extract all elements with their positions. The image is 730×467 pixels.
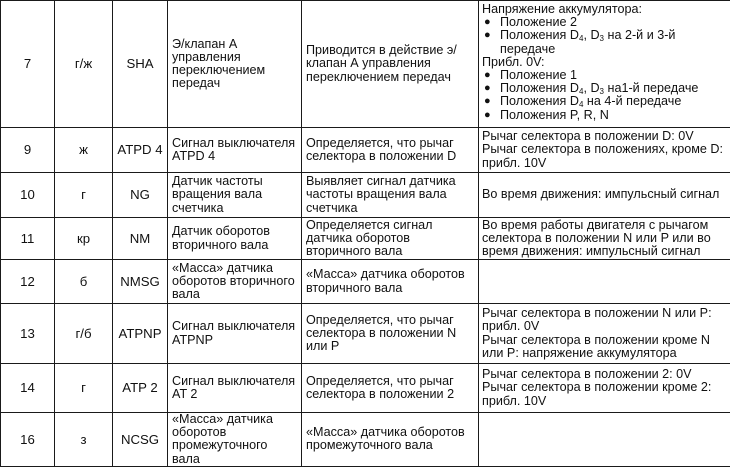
wire-color: ж [55,128,113,173]
signal-name: «Масса» датчика оборотов промежуточного вала [168,413,302,467]
signal-conditions [479,260,730,304]
terminal-number: 10 [1,173,55,218]
condition-item: Рычаг селектора в положении N или P: прибл. 0V [482,307,729,333]
signal-description: Определяется, что рычаг селектора в положении N или P [302,304,479,364]
signal-name: Датчик оборотов вторичного вала [168,218,302,260]
signal-conditions [479,173,730,218]
condition-item: Рычаг селектора в положении кроме N или P: напряжение аккумулятора [482,334,729,360]
wire-color: г/ж [55,1,113,128]
conditions-list [482,3,729,122]
table-row [1,413,730,467]
condition-item: Во время движения: импульсный сигнал [482,188,729,201]
terminal-number: 9 [1,128,55,173]
terminal-code: SHA [113,1,168,128]
condition-item: Прибл. 0V: [482,56,729,69]
terminal-number: 12 [1,260,55,304]
table-row [1,364,730,413]
condition-item: ● Положения $D_4$, $D_3$ на1-й передаче [482,82,729,95]
terminal-code: ATPNP [113,304,168,364]
signal-description: «Масса» датчика оборотов вторичного вала [302,260,479,304]
signal-description: Определяется, что рычаг селектора в положении 2 [302,364,479,413]
signal-conditions [479,364,730,413]
condition-item: ● Положения $D_4$, $D_3$ на 2-й и 3-й передаче [482,29,729,55]
signal-name: Э/клапан А управления переключением передач [168,1,302,128]
signal-description: Выявляет сигнал датчика частоты вращения вала счетчика [302,173,479,218]
condition-item: ● Положения $D_4$ на 4-й передаче [482,95,729,108]
signal-description: Определяется сигнал датчика оборотов вторичного вала [302,218,479,260]
terminal-code: ATP 2 [113,364,168,413]
table-row [1,218,730,260]
terminal-code: NM [113,218,168,260]
wire-color: кр [55,218,113,260]
terminal-code: ATPD 4 [113,128,168,173]
terminal-code: NG [113,173,168,218]
signal-name: «Масса» датчика оборотов вторичного вала [168,260,302,304]
terminal-number: 11 [1,218,55,260]
signal-conditions [479,413,730,467]
condition-item: Рычаг селектора в положении кроме 2: прибл. 10V [482,381,729,407]
wire-color: з [55,413,113,467]
signal-name: Датчик частоты вращения вала счетчика [168,173,302,218]
terminal-number: 14 [1,364,55,413]
wire-color: г [55,364,113,413]
signal-conditions [479,128,730,173]
signal-name: Сигнал выключателя ATPNP [168,304,302,364]
wire-color: б [55,260,113,304]
condition-item: Во время работы двигателя с рычагом селектора в положении N или P или во время движения: импульсный сигнал [482,219,729,259]
table-row [1,128,730,173]
condition-item: Рычаг селектора в положении 2: 0V [482,368,729,381]
table-row [1,173,730,218]
table-row [1,1,730,128]
wire-color: г/б [55,304,113,364]
signal-description: Определяется, что рычаг селектора в положении D [302,128,479,173]
signal-name: Сигнал выключателя ATPD 4 [168,128,302,173]
condition-item: ● Положение 2 [482,16,729,29]
condition-item: ● Положение 1 [482,69,729,82]
signal-description: Приводится в действие э/клапан А управления переключением передач [302,1,479,128]
condition-item: Рычаг селектора в положениях, кроме D: прибл. 10V [482,143,729,169]
signal-conditions [479,304,730,364]
condition-item: Рычаг селектора в положении D: 0V [482,130,729,143]
signal-description: «Масса» датчика оборотов промежуточного вала [302,413,479,467]
terminal-code: NMSG [113,260,168,304]
condition-item: ● Положения P, R, N [482,109,729,122]
signal-conditions [479,1,730,128]
terminal-number: 13 [1,304,55,364]
signal-conditions [479,218,730,260]
terminal-code: NCSG [113,413,168,467]
table-row [1,304,730,364]
terminal-number: 7 [1,1,55,128]
terminal-number: 16 [1,413,55,467]
wire-color: г [55,173,113,218]
condition-item: Напряжение аккумулятора: [482,3,729,16]
signal-name: Сигнал выключателя AT 2 [168,364,302,413]
table-row [1,260,730,304]
